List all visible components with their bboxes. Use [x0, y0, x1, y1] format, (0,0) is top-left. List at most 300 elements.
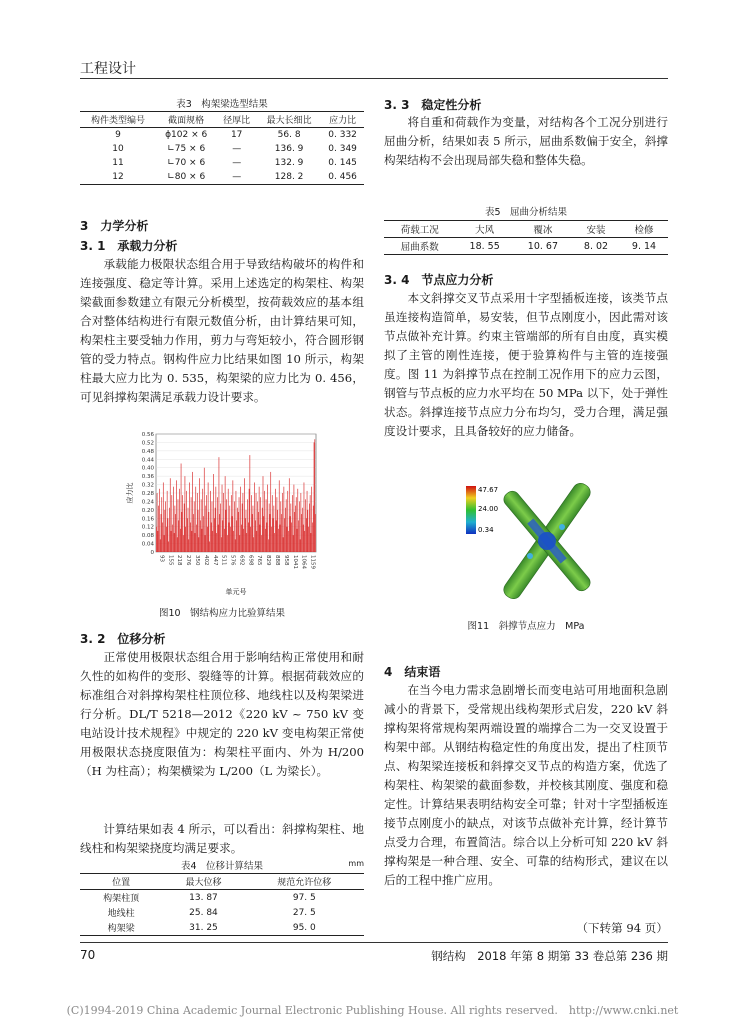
- bar: [256, 493, 257, 552]
- table-row: [80, 920, 364, 936]
- stress-legend-bar: [466, 486, 476, 534]
- x-tick-label: 511: [220, 555, 227, 566]
- x-tick-label: 1041: [291, 555, 298, 569]
- bar: [201, 499, 202, 552]
- bar: [243, 529, 244, 552]
- bar: [310, 495, 311, 552]
- bar: [313, 506, 314, 552]
- bar: [260, 497, 261, 552]
- bar: [277, 510, 278, 552]
- table-cell: 25. 84: [189, 907, 218, 918]
- bar: [260, 525, 261, 552]
- bar: [270, 472, 271, 552]
- table4-header-0: 位置: [112, 878, 131, 888]
- bar: [227, 535, 228, 552]
- x-tick-label: 218: [176, 555, 183, 566]
- bar: [287, 527, 288, 552]
- bar: [223, 493, 224, 552]
- table-cell: 构架柱顶: [103, 894, 140, 904]
- bar: [200, 520, 201, 552]
- bar: [203, 516, 204, 552]
- y-tick-label: 0: [150, 550, 154, 556]
- table-cell: 8. 02: [583, 240, 609, 252]
- bar: [273, 518, 274, 552]
- y-tick-label: 0.28: [141, 491, 154, 497]
- bar: [218, 525, 219, 552]
- table4-caption: 表4 位移计算结果: [180, 861, 264, 872]
- bar: [219, 457, 220, 552]
- bar: [204, 468, 205, 552]
- bar: [207, 527, 208, 552]
- bar: [266, 499, 267, 552]
- bar: [296, 497, 297, 552]
- bar: [189, 482, 190, 552]
- bar: [191, 497, 192, 552]
- y-axis-label: 应力比: [126, 482, 134, 504]
- bar: [295, 506, 296, 552]
- x-tick-label: 447: [211, 555, 218, 566]
- bar: [222, 485, 223, 552]
- y-tick-label: 0.44: [141, 457, 154, 464]
- table-row: [80, 156, 364, 170]
- section-3-2-text-1: 正常使用极限状态组合用于影响结构正常使用和耐久性的如构件的变形、裂缝等的计算。根据荷载效应的标准组合对斜撑构架柱柱顶位移、地线柱以及构架梁进行分析。DL/T 5218—2012《220 kV ~ 750 kV 变电站设计技术规程》中规定的 220 kV 变电构架正常使用极限状态挠度限值为：构架柱平面内、外为 H/200（H 为柱高）；构架横梁为 L/200（L 为梁长）。: [80, 650, 364, 778]
- table-cell: 128. 2: [274, 172, 304, 182]
- bar: [270, 514, 271, 552]
- section-3-2-title: 3. 2 位移分析: [80, 632, 166, 646]
- table-row: [80, 905, 364, 920]
- table-cell: 10: [112, 144, 124, 154]
- y-tick-label: 0.12: [141, 524, 154, 531]
- table5-header-3: 安装: [586, 225, 606, 236]
- bar: [162, 523, 163, 553]
- section-3-2-text-2: 计算结果如表 4 所示，可以看出：斜撑构架柱、地线柱和构架梁挠度均满足要求。: [80, 822, 364, 855]
- table-row: [80, 890, 364, 906]
- x-tick-label: 888: [274, 555, 280, 566]
- bar: [250, 455, 251, 552]
- bar: [265, 529, 266, 552]
- bar: [279, 480, 280, 552]
- bar: [290, 504, 291, 552]
- table-cell: —: [232, 144, 242, 154]
- bar: [229, 506, 230, 552]
- table3-header-4: 应力比: [329, 116, 357, 126]
- bar: [307, 510, 308, 552]
- x-tick-label: 958: [282, 555, 289, 566]
- bar: [199, 537, 200, 552]
- bar: [282, 493, 283, 552]
- bar: [255, 520, 256, 552]
- bar: [248, 523, 249, 553]
- table-cell: 地线柱: [107, 909, 135, 919]
- bar: [171, 495, 172, 552]
- bar: [196, 525, 197, 552]
- table-cell: 136. 9: [274, 144, 304, 154]
- bar: [252, 514, 253, 552]
- x-tick-label: 155: [167, 555, 174, 566]
- bar: [167, 491, 168, 552]
- journal-info: 钢结构 2018 年第 8 期第 33 卷总第 236 期: [431, 949, 668, 963]
- bar: [202, 489, 203, 552]
- bar: [301, 493, 302, 552]
- bar: [194, 501, 195, 552]
- bar: [181, 464, 182, 553]
- table3-header-1: 截面规格: [168, 116, 205, 126]
- x-axis-label: 单元号: [225, 588, 247, 596]
- bar: [307, 491, 308, 552]
- bar: [253, 537, 254, 552]
- bar: [177, 537, 178, 552]
- bar: [241, 525, 242, 552]
- bar: [294, 485, 295, 552]
- y-tick-label: 0.36: [141, 474, 154, 481]
- x-tick-label: 402: [202, 555, 209, 566]
- bar: [236, 491, 237, 552]
- table-cell: 10. 67: [527, 240, 558, 252]
- bar: [269, 504, 270, 552]
- bar: [268, 539, 269, 552]
- bar: [199, 478, 200, 552]
- bar: [289, 478, 290, 552]
- bar: [166, 527, 167, 552]
- y-tick-label: 0.40: [141, 465, 154, 472]
- bar: [222, 520, 223, 552]
- bar: [258, 512, 259, 552]
- bar: [178, 499, 179, 552]
- x-tick-label: 829: [265, 555, 272, 566]
- bar: [303, 525, 304, 552]
- bar: [238, 512, 239, 552]
- bar: [276, 520, 277, 552]
- bar: [284, 518, 285, 552]
- table-row: [80, 128, 364, 143]
- table-cell: ∟80 × 6: [167, 172, 206, 182]
- bar: [226, 499, 227, 552]
- bar: [168, 518, 169, 552]
- bar: [180, 529, 181, 552]
- table-cell: 13. 87: [189, 892, 218, 903]
- bar: [243, 493, 244, 552]
- bar: [205, 506, 206, 552]
- x-tick-label: 1064: [300, 555, 307, 569]
- bar: [193, 514, 194, 552]
- bar: [179, 489, 180, 552]
- table5: [384, 220, 668, 255]
- bar: [212, 501, 213, 552]
- y-tick-label: 0.48: [141, 448, 154, 455]
- bar: [311, 533, 312, 552]
- bar: [302, 508, 303, 552]
- section-3-title: 3 力学分析: [80, 219, 149, 233]
- bar: [158, 506, 159, 552]
- x-tick-label: 765: [256, 555, 263, 566]
- legend-max: 47.67: [478, 486, 499, 494]
- figure-10-chart: [118, 428, 328, 598]
- bar: [175, 514, 176, 552]
- bar: [165, 510, 166, 552]
- bar: [239, 497, 240, 552]
- section-3-1-text: 承载能力极限状态组合用于导致结构破坏的构件和连接强度、稳定等计算。采用上述选定的构架柱、构架梁截面参数建立有限元分析模型，按荷载效应的基本组合对整体结构进行有限元数值分析，由计算结果可知，构架柱主要受轴力作用，剪力与弯矩较小，符合圆形钢管的受力特点。钢构件应力比结果如图 10 所示，构架柱最大应力比为 0. 535，构架梁的应力比为 0. 456，可见斜撑构架满足承载力设计要求。: [80, 257, 364, 404]
- bar: [182, 512, 183, 552]
- bar: [164, 535, 165, 552]
- table5-header-2: 覆冰: [533, 225, 553, 236]
- x-tick-label: 698: [247, 555, 254, 566]
- bar: [261, 535, 262, 552]
- bar: [294, 512, 295, 552]
- bar: [271, 527, 272, 552]
- bar: [224, 529, 225, 552]
- bar: [237, 508, 238, 552]
- bar: [165, 501, 166, 552]
- bar: [244, 478, 245, 552]
- running-header: 工程设计: [80, 61, 136, 77]
- table-row: [384, 238, 668, 255]
- bar: [229, 523, 230, 553]
- bar: [246, 510, 247, 552]
- bar: [220, 504, 221, 552]
- bar: [205, 535, 206, 552]
- bar: [314, 442, 315, 552]
- bar: [178, 520, 179, 552]
- bar: [186, 491, 187, 552]
- bar: [159, 489, 160, 552]
- bar: [283, 537, 284, 552]
- bar: [273, 506, 274, 552]
- bar: [190, 523, 191, 553]
- bar: [240, 487, 241, 552]
- bar: [160, 539, 161, 552]
- bar: [254, 482, 255, 552]
- bar: [257, 501, 258, 552]
- bar: [211, 523, 212, 553]
- footer-rule: [80, 942, 668, 943]
- bar: [245, 518, 246, 552]
- bar: [246, 533, 247, 552]
- bar: [308, 527, 309, 552]
- bar: [242, 504, 243, 552]
- bar: [286, 499, 287, 552]
- bar: [277, 497, 278, 552]
- table-cell: 17: [230, 130, 243, 140]
- bar: [259, 487, 260, 552]
- x-tick-label: 93: [158, 555, 165, 562]
- table-cell: ∟75 × 6: [167, 144, 206, 154]
- bar: [239, 535, 240, 552]
- y-tick-label: 0.52: [141, 440, 154, 447]
- figure-10-caption: 图10 钢结构应力比验算结果: [158, 608, 286, 619]
- bar: [297, 489, 298, 552]
- bar: [176, 480, 177, 552]
- bar: [250, 527, 251, 552]
- bar: [263, 476, 264, 552]
- bar: [288, 531, 289, 552]
- bar: [185, 527, 186, 552]
- bar: [312, 523, 313, 553]
- bar: [182, 495, 183, 552]
- table5-header-4: 检修: [634, 225, 654, 236]
- bar: [226, 510, 227, 552]
- bar: [156, 527, 157, 552]
- figure-11-image: [462, 474, 602, 609]
- y-tick-label: 0.04: [141, 541, 154, 548]
- bar: [188, 508, 189, 552]
- section-3-4-text: 本文斜撑交叉节点采用十字型插板连接，该类节点虽连接构造简单，易安装，但节点刚度小，因此需对该节点做补充计算。约束主管端部的所有自由度，真实模拟了主管的刚性连接，便于验算构件与主管的连接强度。图 11 为斜撑节点在控制工况作用下的应力云图，钢管与节点板的应力水平均在 50 MPa 以下，处于弹性状态。斜撑连接节点应力分布均匀，受力合理，满足强度设计要求，且具备较好的应力储备。: [384, 291, 668, 438]
- bar: [233, 480, 234, 552]
- bar: [233, 531, 234, 552]
- bar: [264, 491, 265, 552]
- table-cell: 0. 349: [328, 144, 357, 154]
- table-cell: —: [232, 158, 242, 168]
- table-cell: 12: [112, 172, 124, 182]
- bar: [263, 516, 264, 552]
- legend-mid: 24.00: [478, 505, 499, 513]
- bar: [217, 497, 218, 552]
- table3-header-2: 径厚比: [223, 116, 251, 126]
- table5-caption: 表5 屈曲分析结果: [484, 207, 568, 218]
- bar: [262, 508, 263, 552]
- bar: [278, 529, 279, 552]
- table-cell: ϕ102 × 6: [165, 130, 208, 140]
- bar: [232, 516, 233, 552]
- bar: [272, 495, 273, 552]
- bar: [234, 501, 235, 552]
- bar: [287, 491, 288, 552]
- bar: [161, 497, 162, 552]
- bar: [195, 487, 196, 552]
- bar: [297, 529, 298, 552]
- table-cell: 56. 8: [277, 130, 301, 140]
- bar: [305, 499, 306, 552]
- section-4-title: 4 结束语: [384, 665, 441, 679]
- bar: [212, 531, 213, 552]
- table-cell: 0. 145: [328, 158, 357, 168]
- bar: [172, 525, 173, 552]
- x-tick-label: 1159: [309, 555, 316, 569]
- bar: [230, 527, 231, 552]
- figure-11-caption: 图11 斜撑节点应力 MPa: [467, 621, 585, 632]
- bar: [192, 472, 193, 552]
- table-cell: 构架梁: [107, 924, 135, 934]
- table4-header-2: 规范允许位移: [277, 878, 332, 888]
- bar: [216, 533, 217, 552]
- bar: [163, 482, 164, 552]
- bar: [314, 439, 315, 552]
- section-3-3-title: 3. 3 稳定性分析: [384, 98, 482, 112]
- table-cell: 31. 25: [189, 922, 218, 933]
- table4: [80, 873, 364, 936]
- bar: [236, 520, 237, 552]
- bar: [275, 489, 276, 552]
- bar: [219, 514, 220, 552]
- bar: [292, 495, 293, 552]
- bar: [267, 523, 268, 553]
- table-cell: 9: [115, 130, 121, 140]
- y-tick-label: 0.16: [141, 516, 154, 523]
- table3-header-3: 最大长细比: [266, 116, 312, 126]
- y-tick-label: 0.24: [141, 499, 154, 506]
- table-cell: 9. 14: [631, 240, 657, 252]
- bar: [301, 514, 302, 552]
- bar: [185, 476, 186, 552]
- bar: [174, 533, 175, 552]
- table-cell: 0. 456: [328, 172, 357, 182]
- bar: [256, 531, 257, 552]
- table3-caption: 表3 构架梁选型结果: [176, 99, 268, 110]
- bar: [284, 487, 285, 552]
- bar: [253, 506, 254, 552]
- bar: [285, 508, 286, 552]
- bar: [158, 531, 159, 552]
- bar: [251, 495, 252, 552]
- bar: [210, 491, 211, 552]
- x-tick-label: 350: [194, 555, 200, 566]
- bar: [173, 487, 174, 552]
- section-3-1-title: 3. 1 承载力分析: [80, 239, 178, 253]
- bar: [293, 535, 294, 552]
- table4-header-1: 最大位移: [185, 878, 222, 888]
- bar: [206, 495, 207, 552]
- bar: [304, 482, 305, 552]
- bar: [169, 508, 170, 552]
- bar: [214, 518, 215, 552]
- x-tick-label: 692: [238, 555, 245, 566]
- bar: [197, 493, 198, 552]
- bar: [170, 478, 171, 552]
- x-tick-label: 576: [229, 555, 236, 566]
- bar: [188, 539, 189, 552]
- bar: [299, 501, 300, 552]
- bar: [209, 541, 210, 552]
- page-number: 70: [80, 948, 96, 962]
- table-cell: 97. 5: [292, 892, 316, 903]
- table-cell: 11: [112, 158, 124, 168]
- bar: [231, 495, 232, 552]
- bar: [221, 537, 222, 552]
- bar: [202, 529, 203, 552]
- table3-header-0: 构件类型编号: [90, 116, 145, 126]
- bar: [304, 531, 305, 552]
- bar: [235, 539, 236, 552]
- x-tick-label: 276: [185, 555, 192, 566]
- bar: [291, 523, 292, 553]
- bar: [274, 533, 275, 552]
- section-3-4-title: 3. 4 节点应力分析: [384, 273, 494, 287]
- bar: [175, 506, 176, 552]
- section-4-text: 在当今电力需求急剧增长而变电站可用地面积急剧减小的背景下，受常规出线构架形式启发，220 kV 斜撑构架将常规构架两端设置的端撑合二为一交叉设置于构架中部。从钢结构稳定性的角度出发，提出了柱顶节点、构架梁连接板和斜撑交叉节点的构造方案，优选了构架柱、构架梁的截面参数，并校核其刚度、强度和稳定性。计算结果表明结构安全可靠；针对十字型插板连接节点刚度小的缺点，对该节点做补充计算，经计算节点受力合理，布置简洁。综合以上分析可知 220 kV 斜撑构架是一种合理、安全、可靠的结构形式，建议在以后的工程中推广应用。: [384, 683, 668, 887]
- bar: [249, 489, 250, 552]
- table3: [80, 111, 364, 185]
- table-cell: 132. 9: [274, 158, 304, 168]
- bar: [187, 518, 188, 552]
- bar: [290, 516, 291, 552]
- table-cell: ∟70 × 6: [167, 158, 206, 168]
- bar: [300, 539, 301, 552]
- table-cell: 0. 332: [328, 130, 357, 140]
- table4-caption-row: [80, 858, 364, 872]
- table4-unit: mm: [348, 859, 364, 868]
- table-row: [80, 142, 364, 156]
- table5-header-0: 荷载工况: [400, 225, 439, 236]
- bar: [225, 476, 226, 552]
- bar: [192, 531, 193, 552]
- bar: [247, 499, 248, 552]
- table-cell: 屈曲系数: [400, 242, 439, 253]
- bar: [281, 514, 282, 552]
- bar: [198, 510, 199, 552]
- table5-header-1: 大风: [475, 225, 495, 236]
- bar: [267, 485, 268, 552]
- bar: [215, 508, 216, 552]
- y-tick-label: 0.08: [141, 533, 154, 540]
